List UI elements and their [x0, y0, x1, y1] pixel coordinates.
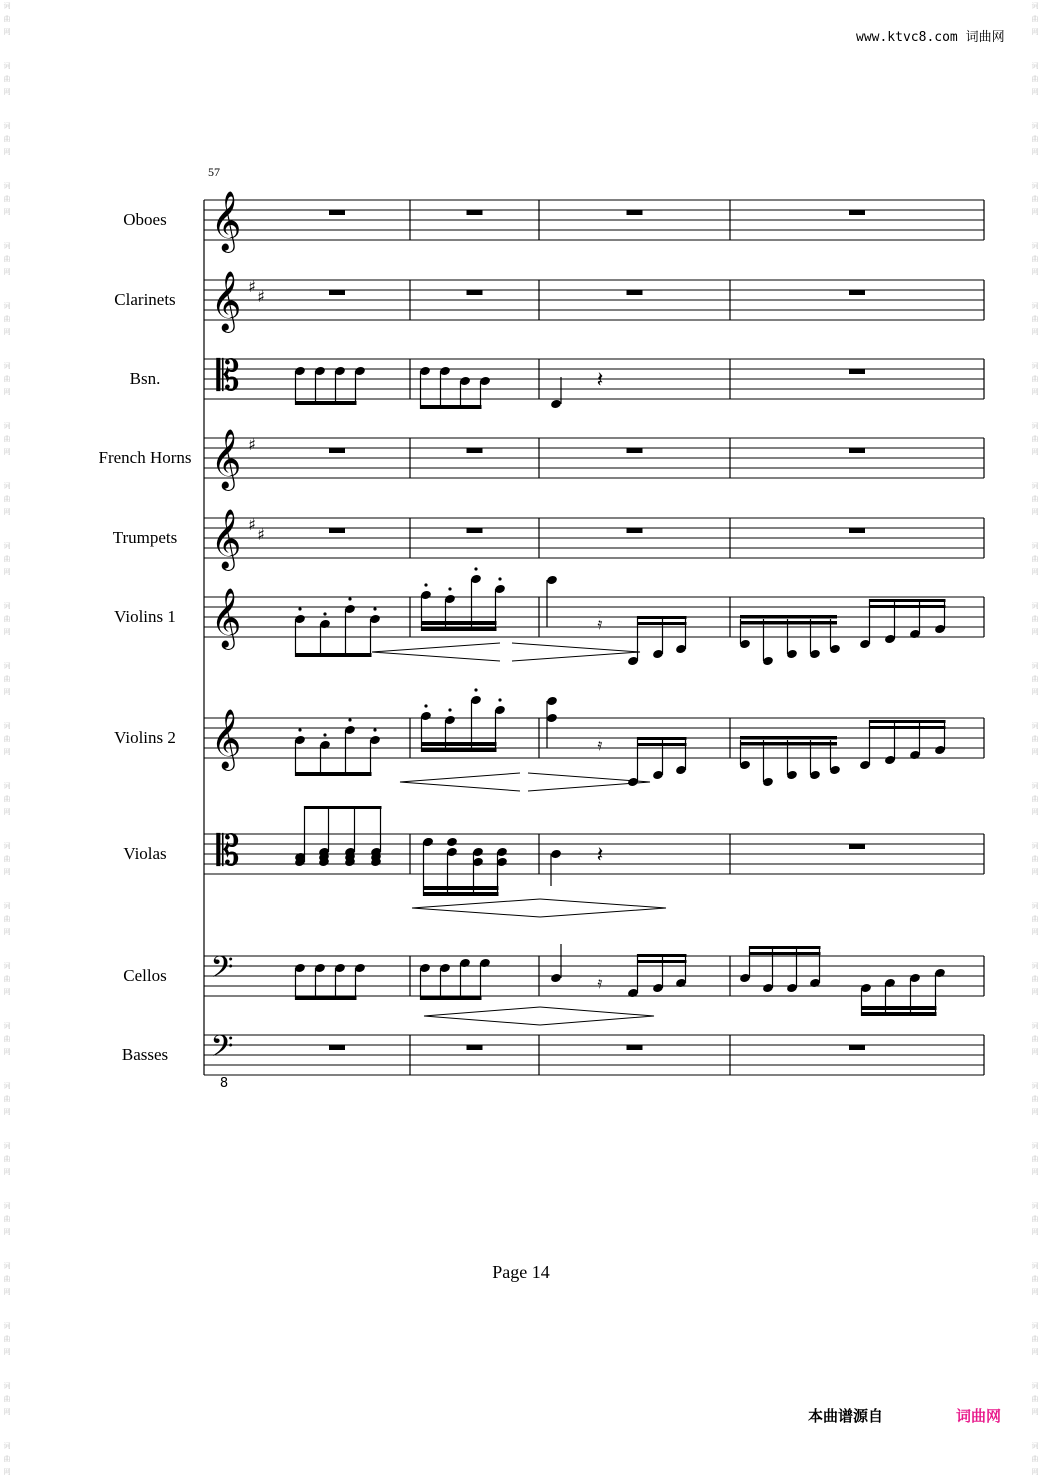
side-watermark-mark: 曲	[3, 615, 11, 623]
side-watermark-mark: 网	[3, 1168, 11, 1176]
side-watermark-mark: 词	[1031, 962, 1039, 970]
side-watermark-mark: 网	[1031, 1048, 1039, 1056]
side-watermark-mark: 网	[3, 1108, 11, 1116]
treble-clef-icon: 𝄞	[210, 709, 242, 769]
side-watermark-mark: 曲	[3, 1155, 11, 1163]
side-watermark-mark: 词	[1031, 1202, 1039, 1210]
staccato-dot	[323, 733, 326, 736]
sharp-icon: ♯	[248, 435, 256, 454]
side-watermark-mark: 曲	[1031, 315, 1039, 323]
whole-rest	[849, 528, 865, 533]
side-watermark-mark: 网	[1031, 448, 1039, 456]
side-watermark-mark: 曲	[3, 1335, 11, 1343]
instrument-label: Basses	[121, 1045, 169, 1064]
side-watermark-mark: 网	[3, 868, 11, 876]
staccato-dot	[373, 607, 376, 610]
note-beam	[637, 737, 687, 740]
side-watermark-mark: 词	[3, 722, 11, 730]
side-watermark-mark: 词	[1031, 302, 1039, 310]
staccato-dot	[424, 704, 427, 707]
note-beam	[421, 627, 497, 631]
sixteenth-rest-icon: 𝄿	[597, 735, 603, 754]
side-watermark-mark: 词	[1031, 722, 1039, 730]
staccato-dot	[348, 597, 351, 600]
side-watermark-mark: 曲	[3, 735, 11, 743]
side-watermark-mark: 词	[3, 1202, 11, 1210]
side-watermark-mark: 网	[1031, 1288, 1039, 1296]
side-watermark-mark: 词	[3, 902, 11, 910]
decrescendo-hairpin	[540, 899, 666, 917]
side-watermark-mark: 词	[1031, 422, 1039, 430]
staccato-dot	[474, 567, 477, 570]
side-watermark-mark: 曲	[1031, 615, 1039, 623]
whole-rest	[627, 1045, 643, 1050]
whole-rest	[467, 290, 483, 295]
side-watermark-mark: 词	[3, 362, 11, 370]
side-watermark-mark: 词	[1031, 1082, 1039, 1090]
staccato-dot	[298, 607, 301, 610]
side-watermark-mark: 曲	[3, 255, 11, 263]
side-watermark-mark: 曲	[1031, 1155, 1039, 1163]
side-watermark-mark: 曲	[3, 1395, 11, 1403]
note-beam	[423, 892, 499, 896]
note-beam	[637, 616, 687, 619]
whole-rest	[329, 290, 345, 295]
side-watermark-mark: 网	[3, 328, 11, 336]
side-watermark-mark: 曲	[3, 15, 11, 23]
treble-clef-icon: 𝄞	[210, 271, 242, 331]
staccato-dot	[448, 587, 451, 590]
note-beam	[295, 653, 372, 657]
side-watermark-mark: 网	[1031, 388, 1039, 396]
note-beam	[740, 736, 837, 740]
side-watermark-mark: 词	[3, 782, 11, 790]
side-watermark-mark: 网	[3, 928, 11, 936]
side-watermark-mark: 词	[3, 542, 11, 550]
side-watermark-mark: 曲	[3, 75, 11, 83]
side-watermark-mark: 网	[3, 1288, 11, 1296]
side-watermark-mark: 曲	[3, 1455, 11, 1463]
instrument-label: Oboes	[123, 210, 167, 229]
site-url[interactable]: www.ktvc8.com	[856, 30, 958, 45]
side-watermark-mark: 网	[1031, 88, 1039, 96]
side-watermark-mark: 词	[1031, 662, 1039, 670]
side-watermark-mark: 网	[3, 88, 11, 96]
instrument-label: Violins 2	[114, 728, 176, 747]
side-watermark-mark: 词	[3, 1022, 11, 1030]
side-watermark-mark: 词	[1031, 362, 1039, 370]
note-beam	[421, 748, 497, 752]
treble-clef-icon: 𝄞	[210, 588, 242, 648]
site-name: 词曲网	[965, 30, 1005, 45]
side-watermark-mark: 网	[3, 508, 11, 516]
side-watermark-mark: 曲	[3, 1035, 11, 1043]
side-watermark-mark: 词	[3, 1322, 11, 1330]
side-watermark-mark: 词	[3, 1382, 11, 1390]
side-watermark-mark: 网	[1031, 568, 1039, 576]
sharp-icon: ♯	[248, 515, 256, 534]
side-watermark-mark: 曲	[3, 915, 11, 923]
side-watermark-mark: 网	[3, 1228, 11, 1236]
side-watermark-mark: 网	[3, 688, 11, 696]
whole-rest	[467, 1045, 483, 1050]
treble-clef-icon: 𝄞	[210, 509, 242, 569]
note-beam	[295, 401, 357, 405]
side-watermark-mark: 曲	[1031, 75, 1039, 83]
side-watermark-mark: 网	[1031, 148, 1039, 156]
side-watermark-mark: 词	[3, 1142, 11, 1150]
note-beam	[749, 946, 821, 949]
side-watermark-mark: 词	[3, 422, 11, 430]
side-watermark-mark: 网	[1031, 868, 1039, 876]
note-beam	[421, 742, 497, 746]
note-beam	[421, 621, 497, 625]
side-watermark-mark: 词	[1031, 1442, 1039, 1450]
side-watermark-mark: 网	[1031, 808, 1039, 816]
note-beam	[740, 621, 837, 625]
side-watermark-mark: 网	[1031, 928, 1039, 936]
instrument-label: French Horns	[98, 448, 192, 467]
footer-brand-logo[interactable]: 词曲网	[956, 1407, 1002, 1425]
side-watermark-mark: 曲	[1031, 255, 1039, 263]
side-watermark-mark: 词	[3, 482, 11, 490]
note-beam	[304, 806, 382, 809]
decrescendo-hairpin	[540, 1007, 654, 1025]
side-watermark-mark: 曲	[3, 495, 11, 503]
side-watermark-mark: 曲	[3, 315, 11, 323]
staccato-dot	[298, 728, 301, 731]
side-watermark-mark: 词	[1031, 1022, 1039, 1030]
octave-mark: 8	[219, 1076, 229, 1091]
whole-rest	[849, 210, 865, 215]
side-watermark-mark: 曲	[1031, 1335, 1039, 1343]
side-watermark-mark: 网	[3, 1348, 11, 1356]
side-watermark-mark: 曲	[1031, 375, 1039, 383]
instrument-label: Trumpets	[112, 528, 178, 547]
side-watermark-mark: 曲	[1031, 555, 1039, 563]
side-watermark-mark: 曲	[1031, 1395, 1039, 1403]
side-watermark-mark: 网	[1031, 988, 1039, 996]
instrument-label: Cellos	[123, 966, 167, 985]
side-watermark-mark: 曲	[1031, 795, 1039, 803]
side-watermark-mark: 词	[3, 1082, 11, 1090]
note-beam	[861, 1012, 937, 1016]
note-beam	[637, 622, 687, 625]
side-watermark-mark: 网	[3, 1408, 11, 1416]
side-watermark-mark: 网	[3, 568, 11, 576]
side-watermark-mark: 网	[3, 148, 11, 156]
whole-rest	[627, 448, 643, 453]
footer-source-label: 本曲谱源自	[808, 1407, 884, 1425]
side-watermark-mark: 网	[1031, 1348, 1039, 1356]
decrescendo-hairpin	[512, 643, 640, 661]
instrument-label: Bsn.	[129, 369, 161, 388]
side-watermark-mark: 网	[3, 748, 11, 756]
side-watermark-mark: 词	[3, 242, 11, 250]
staccato-dot	[498, 698, 501, 701]
side-watermark-mark: 词	[3, 1442, 11, 1450]
side-watermark-mark: 曲	[3, 795, 11, 803]
note-beam	[749, 952, 821, 955]
notehead	[550, 399, 562, 410]
side-watermark-mark: 曲	[3, 435, 11, 443]
whole-rest	[627, 290, 643, 295]
staccato-dot	[323, 612, 326, 615]
side-watermark-mark: 词	[3, 302, 11, 310]
side-watermark-mark: 网	[1031, 208, 1039, 216]
side-watermark-mark: 词	[1031, 2, 1039, 10]
side-watermark-mark: 网	[1031, 508, 1039, 516]
side-watermark-mark: 网	[3, 808, 11, 816]
sixteenth-rest-icon: 𝄿	[597, 614, 603, 633]
sixteenth-rest-icon: 𝄿	[597, 973, 603, 992]
treble-clef-icon: 𝄞	[210, 191, 242, 251]
side-watermark-mark: 词	[1031, 1382, 1039, 1390]
side-watermark-mark: 曲	[1031, 495, 1039, 503]
note-beam	[295, 996, 357, 1000]
side-watermark-mark: 词	[3, 842, 11, 850]
side-watermark-mark: 网	[1031, 28, 1039, 36]
note-beam	[420, 996, 482, 1000]
side-watermark-mark: 词	[1031, 1262, 1039, 1270]
side-watermark-mark: 网	[3, 268, 11, 276]
staccato-dot	[448, 708, 451, 711]
side-watermark-mark: 曲	[3, 1215, 11, 1223]
side-watermark-mark: 曲	[1031, 1035, 1039, 1043]
side-watermark-mark: 网	[3, 208, 11, 216]
side-watermark-mark: 网	[3, 988, 11, 996]
side-watermark-mark: 词	[1031, 62, 1039, 70]
page-number: Page 14	[492, 1262, 550, 1282]
side-watermark-mark: 曲	[3, 675, 11, 683]
note-beam	[637, 960, 687, 963]
side-watermark-mark: 曲	[1031, 1095, 1039, 1103]
side-watermark-mark: 词	[3, 122, 11, 130]
note-beam	[869, 726, 946, 729]
side-watermark-mark: 词	[1031, 602, 1039, 610]
side-watermark-mark: 网	[1031, 1228, 1039, 1236]
side-watermark-mark: 网	[1031, 1108, 1039, 1116]
side-watermark-mark: 曲	[3, 135, 11, 143]
side-watermark-mark: 曲	[3, 375, 11, 383]
side-watermark-mark: 曲	[1031, 15, 1039, 23]
side-watermark-mark: 网	[1031, 688, 1039, 696]
whole-rest	[849, 1045, 865, 1050]
notehead	[546, 575, 558, 586]
side-watermark-mark: 词	[1031, 782, 1039, 790]
side-watermark-mark: 曲	[1031, 1455, 1039, 1463]
note-beam	[295, 772, 372, 776]
side-watermark-mark: 网	[3, 388, 11, 396]
side-watermark-mark: 网	[1031, 328, 1039, 336]
side-watermark-mark: 曲	[3, 195, 11, 203]
whole-rest	[849, 448, 865, 453]
instrument-label: Violins 1	[114, 607, 176, 626]
side-watermark-mark: 曲	[3, 555, 11, 563]
whole-rest	[849, 844, 865, 849]
note-beam	[869, 720, 946, 723]
side-watermark-mark: 网	[3, 28, 11, 36]
side-watermark-mark: 词	[1031, 842, 1039, 850]
crescendo-hairpin	[372, 643, 500, 661]
side-watermark-mark: 词	[1031, 1322, 1039, 1330]
side-watermark-mark: 词	[3, 962, 11, 970]
side-watermark-mark: 曲	[1031, 735, 1039, 743]
note-beam	[861, 1006, 937, 1010]
side-watermark-mark: 曲	[3, 855, 11, 863]
side-watermark-mark: 词	[3, 1262, 11, 1270]
staccato-dot	[373, 728, 376, 731]
whole-rest	[627, 210, 643, 215]
notehead	[550, 973, 562, 984]
whole-rest	[467, 448, 483, 453]
side-watermark-mark: 曲	[1031, 975, 1039, 983]
side-watermark-mark: 词	[1031, 542, 1039, 550]
side-watermark-mark: 曲	[1031, 435, 1039, 443]
side-watermark-mark: 词	[1031, 242, 1039, 250]
whole-rest	[467, 528, 483, 533]
sharp-icon: ♯	[248, 277, 256, 296]
side-watermark-mark: 网	[1031, 1408, 1039, 1416]
crescendo-hairpin	[400, 773, 520, 791]
side-watermark-mark: 网	[3, 1048, 11, 1056]
bass-clef-icon: 𝄢	[210, 951, 234, 992]
whole-rest	[849, 290, 865, 295]
measure-number: 57	[208, 165, 220, 179]
side-watermark-mark: 网	[1031, 268, 1039, 276]
crescendo-hairpin	[412, 899, 540, 917]
side-watermark-mark: 词	[3, 182, 11, 190]
side-watermark-mark: 曲	[1031, 1275, 1039, 1283]
side-watermark-mark: 网	[3, 1468, 11, 1476]
side-watermark-mark: 词	[3, 2, 11, 10]
crescendo-hairpin	[424, 1007, 540, 1025]
note-beam	[869, 605, 946, 608]
notehead	[446, 837, 458, 848]
staccato-dot	[498, 577, 501, 580]
quarter-rest-icon: 𝄽	[596, 368, 604, 393]
whole-rest	[849, 369, 865, 374]
note-beam	[637, 954, 687, 957]
notehead	[546, 696, 558, 707]
side-watermark-mark: 曲	[3, 1095, 11, 1103]
quarter-rest-icon: 𝄽	[596, 843, 604, 868]
whole-rest	[329, 448, 345, 453]
whole-rest	[467, 210, 483, 215]
side-watermark-mark: 词	[1031, 122, 1039, 130]
staccato-dot	[348, 718, 351, 721]
side-watermark-mark: 词	[3, 662, 11, 670]
side-watermark-mark: 网	[3, 628, 11, 636]
note-beam	[740, 615, 837, 619]
note-beam	[637, 743, 687, 746]
note-beam	[740, 742, 837, 746]
side-watermark-mark: 词	[1031, 182, 1039, 190]
side-watermark-mark: 词	[1031, 1142, 1039, 1150]
side-watermark-mark: 曲	[1031, 675, 1039, 683]
note-beam	[869, 599, 946, 602]
side-watermark-mark: 曲	[3, 975, 11, 983]
notehead	[550, 849, 562, 860]
bass-clef-icon: 𝄢	[210, 1030, 234, 1071]
treble-clef-icon: 𝄞	[210, 429, 242, 489]
side-watermark-mark: 曲	[1031, 135, 1039, 143]
side-watermark-mark: 曲	[1031, 855, 1039, 863]
side-watermark-mark: 曲	[1031, 915, 1039, 923]
side-watermark-mark: 网	[3, 448, 11, 456]
side-watermark-mark: 词	[3, 62, 11, 70]
whole-rest	[329, 1045, 345, 1050]
sharp-icon: ♯	[257, 525, 265, 544]
note-beam	[423, 886, 499, 890]
side-watermark-mark: 词	[1031, 482, 1039, 490]
side-watermark-mark: 网	[1031, 1168, 1039, 1176]
side-watermark-mark: 曲	[1031, 195, 1039, 203]
alto-clef-icon: 𝄡	[216, 351, 240, 400]
side-watermark-mark: 词	[3, 602, 11, 610]
alto-clef-icon: 𝄡	[216, 826, 240, 875]
whole-rest	[627, 528, 643, 533]
side-watermark-mark: 网	[1031, 1468, 1039, 1476]
staccato-dot	[424, 583, 427, 586]
note-beam	[420, 405, 482, 409]
notehead	[546, 713, 558, 724]
side-watermark-mark: 曲	[1031, 1215, 1039, 1223]
side-watermark-mark: 曲	[3, 1275, 11, 1283]
sharp-icon: ♯	[257, 287, 265, 306]
whole-rest	[329, 528, 345, 533]
staccato-dot	[474, 688, 477, 691]
side-watermark-mark: 词	[1031, 902, 1039, 910]
side-watermark-mark: 网	[1031, 628, 1039, 636]
side-watermark-mark: 网	[1031, 748, 1039, 756]
instrument-label: Violas	[123, 844, 167, 863]
instrument-label: Clarinets	[114, 290, 176, 309]
whole-rest	[329, 210, 345, 215]
